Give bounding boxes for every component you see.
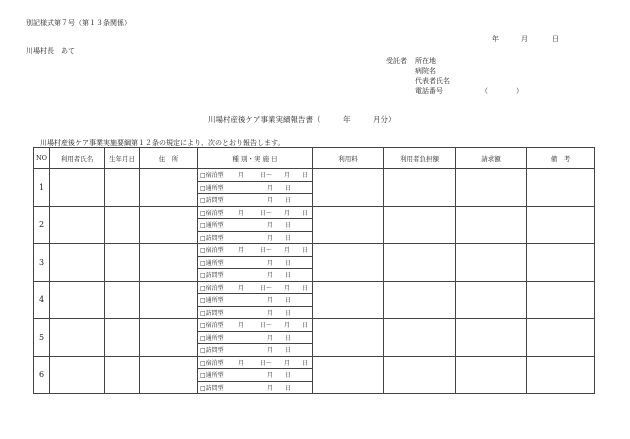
month-mark: 月 — [238, 209, 245, 217]
burden-cell[interactable] — [384, 356, 456, 394]
fee-cell[interactable] — [313, 319, 384, 357]
day-mark: 日 — [285, 297, 292, 305]
type-stay: □宿泊型 — [200, 284, 224, 292]
type-visit: □訪問型 — [200, 234, 224, 242]
type-stay-cell[interactable] — [198, 356, 313, 369]
month-mark: 月 — [267, 222, 274, 230]
type-visit-cell[interactable] — [198, 269, 313, 282]
table-row — [34, 206, 595, 219]
header-name: 利用者氏名 — [50, 148, 105, 169]
header-fee: 利用料 — [313, 148, 384, 169]
type-stay: □宿泊型 — [200, 209, 224, 217]
month-label: 月 — [521, 35, 528, 43]
day-mark: 日 — [302, 247, 309, 255]
day-mark: 日 — [285, 197, 292, 205]
name-cell[interactable] — [50, 169, 105, 207]
row-number: 2 — [34, 206, 50, 244]
type-day: □通所型 — [200, 334, 224, 342]
remarks-cell[interactable] — [527, 169, 595, 207]
address-label: 所在地 — [415, 57, 436, 65]
form-reference: 別記様式第７号（第１３条関係） — [26, 19, 131, 27]
type-stay-cell[interactable] — [198, 319, 313, 332]
day-mark: 日 — [285, 184, 292, 192]
address-cell[interactable] — [140, 281, 198, 319]
row-number: 5 — [34, 319, 50, 357]
name-cell[interactable] — [50, 244, 105, 282]
remarks-cell[interactable] — [527, 356, 595, 394]
table-row — [34, 356, 595, 369]
fee-cell[interactable] — [313, 356, 384, 394]
representative-label: 代表者氏名 — [415, 77, 450, 85]
dob-cell[interactable] — [105, 206, 140, 244]
row-number: 3 — [34, 244, 50, 282]
month-mark: 月 — [267, 184, 274, 192]
type-visit: □訪問型 — [200, 197, 224, 205]
contractor-label: 受託者 — [386, 57, 407, 65]
month-mark: 月 — [284, 247, 291, 255]
name-cell[interactable] — [50, 206, 105, 244]
type-visit-cell[interactable] — [198, 306, 313, 319]
header-dob: 生年月日 — [105, 148, 140, 169]
type-day: □通所型 — [200, 259, 224, 267]
type-day-cell[interactable] — [198, 369, 313, 382]
day-mark: 日 — [285, 259, 292, 267]
remarks-cell[interactable] — [527, 281, 595, 319]
type-stay-cell[interactable] — [198, 206, 313, 219]
type-visit: □訪問型 — [200, 384, 224, 392]
day-mark: 日 — [302, 322, 309, 330]
claim-cell[interactable] — [456, 319, 527, 357]
claim-cell[interactable] — [456, 206, 527, 244]
type-visit: □訪問型 — [200, 272, 224, 280]
row-number: 6 — [34, 356, 50, 394]
name-cell[interactable] — [50, 281, 105, 319]
day-mark: 日 — [302, 284, 309, 292]
header-type: 種 別・実 施 日 — [198, 148, 313, 169]
page-title: 川場村産後ケア事業実績報告書（ 年 月分） — [208, 115, 396, 124]
month-mark: 月 — [267, 372, 274, 380]
day-mark: 日 — [285, 384, 292, 392]
month-mark: 月 — [284, 359, 291, 367]
type-day-cell[interactable] — [198, 256, 313, 269]
month-mark: 月 — [267, 334, 274, 342]
range-mark: 日～ — [260, 359, 273, 367]
claim-cell[interactable] — [456, 281, 527, 319]
address-cell[interactable] — [140, 169, 198, 207]
dob-cell[interactable] — [105, 281, 140, 319]
address-cell[interactable] — [140, 244, 198, 282]
table-row — [34, 244, 595, 257]
header-address: 住 所 — [140, 148, 198, 169]
dob-cell[interactable] — [105, 319, 140, 357]
month-mark: 月 — [267, 259, 274, 267]
type-stay: □宿泊型 — [200, 172, 224, 180]
type-day: □通所型 — [200, 297, 224, 305]
fee-cell[interactable] — [313, 281, 384, 319]
fee-cell[interactable] — [313, 244, 384, 282]
type-day: □通所型 — [200, 222, 224, 230]
month-mark: 月 — [284, 284, 291, 292]
month-mark: 月 — [267, 347, 274, 355]
dob-cell[interactable] — [105, 356, 140, 394]
day-mark: 日 — [285, 272, 292, 280]
type-visit: □訪問型 — [200, 347, 224, 355]
range-mark: 日～ — [260, 322, 273, 330]
row-number: 4 — [34, 281, 50, 319]
type-day-cell[interactable] — [198, 294, 313, 307]
type-day: □通所型 — [200, 184, 224, 192]
addressee: 川場村長 あて — [26, 47, 75, 55]
phone-label: 電話番号 — [415, 87, 443, 95]
day-mark: 日 — [302, 359, 309, 367]
remarks-cell[interactable] — [527, 244, 595, 282]
table-row — [34, 319, 595, 332]
type-visit-cell[interactable] — [198, 344, 313, 357]
table-row — [34, 281, 595, 294]
month-mark: 月 — [267, 309, 274, 317]
range-mark: 日～ — [260, 284, 273, 292]
type-day: □通所型 — [200, 372, 224, 380]
month-mark: 月 — [267, 384, 274, 392]
header-burden: 利用者負担額 — [384, 148, 456, 169]
burden-cell[interactable] — [384, 169, 456, 207]
day-mark: 日 — [285, 347, 292, 355]
address-cell[interactable] — [140, 319, 198, 357]
header-no: NO — [34, 148, 50, 169]
type-visit-cell[interactable] — [198, 231, 313, 244]
dob-cell[interactable] — [105, 244, 140, 282]
type-visit-cell[interactable] — [198, 194, 313, 207]
month-mark: 月 — [284, 172, 291, 180]
remarks-cell[interactable] — [527, 319, 595, 357]
intro-text: 川場村産後ケア事業実施要綱第１２条の規定により、次のとおり報告します。 — [40, 139, 285, 147]
row-number: 1 — [34, 169, 50, 207]
report-table — [33, 147, 595, 394]
burden-cell[interactable] — [384, 319, 456, 357]
dob-cell[interactable] — [105, 169, 140, 207]
table-row — [34, 169, 595, 182]
facility-label: 病院名 — [415, 67, 436, 75]
type-stay-cell[interactable] — [198, 244, 313, 257]
address-cell[interactable] — [140, 356, 198, 394]
day-mark: 日 — [285, 309, 292, 317]
day-mark: 日 — [285, 334, 292, 342]
header-claim: 請求額 — [456, 148, 527, 169]
month-mark: 月 — [238, 359, 245, 367]
name-cell[interactable] — [50, 319, 105, 357]
name-cell[interactable] — [50, 356, 105, 394]
day-mark: 日 — [285, 234, 292, 242]
month-mark: 月 — [284, 322, 291, 330]
burden-cell[interactable] — [384, 206, 456, 244]
phone-paren: （ ） — [481, 87, 523, 95]
table-header — [34, 148, 595, 169]
claim-cell[interactable] — [456, 169, 527, 207]
header-remarks: 備 考 — [527, 148, 595, 169]
day-mark: 日 — [285, 222, 292, 230]
month-mark: 月 — [238, 172, 245, 180]
burden-cell[interactable] — [384, 281, 456, 319]
claim-cell[interactable] — [456, 244, 527, 282]
fee-cell[interactable] — [313, 206, 384, 244]
type-day-cell[interactable] — [198, 331, 313, 344]
day-mark: 日 — [302, 209, 309, 217]
day-label: 日 — [552, 35, 559, 43]
remarks-cell[interactable] — [527, 206, 595, 244]
type-day-cell[interactable] — [198, 181, 313, 194]
day-mark: 日 — [285, 372, 292, 380]
type-visit: □訪問型 — [200, 309, 224, 317]
month-mark: 月 — [267, 272, 274, 280]
month-mark: 月 — [284, 209, 291, 217]
type-stay-cell[interactable] — [198, 169, 313, 182]
month-mark: 月 — [238, 284, 245, 292]
month-mark: 月 — [267, 197, 274, 205]
month-mark: 月 — [238, 247, 245, 255]
type-day-cell[interactable] — [198, 219, 313, 232]
contractor-block — [386, 56, 523, 96]
year-label: 年 — [492, 35, 499, 43]
month-mark: 月 — [238, 322, 245, 330]
type-stay: □宿泊型 — [200, 322, 224, 330]
type-stay: □宿泊型 — [200, 359, 224, 367]
type-stay-cell[interactable] — [198, 281, 313, 294]
range-mark: 日～ — [260, 172, 273, 180]
range-mark: 日～ — [260, 247, 273, 255]
fee-cell[interactable] — [313, 169, 384, 207]
range-mark: 日～ — [260, 209, 273, 217]
type-stay: □宿泊型 — [200, 247, 224, 255]
address-cell[interactable] — [140, 206, 198, 244]
report-date — [492, 34, 559, 44]
type-visit-cell[interactable] — [198, 381, 313, 394]
day-mark: 日 — [302, 172, 309, 180]
burden-cell[interactable] — [384, 244, 456, 282]
month-mark: 月 — [267, 297, 274, 305]
month-mark: 月 — [267, 234, 274, 242]
claim-cell[interactable] — [456, 356, 527, 394]
